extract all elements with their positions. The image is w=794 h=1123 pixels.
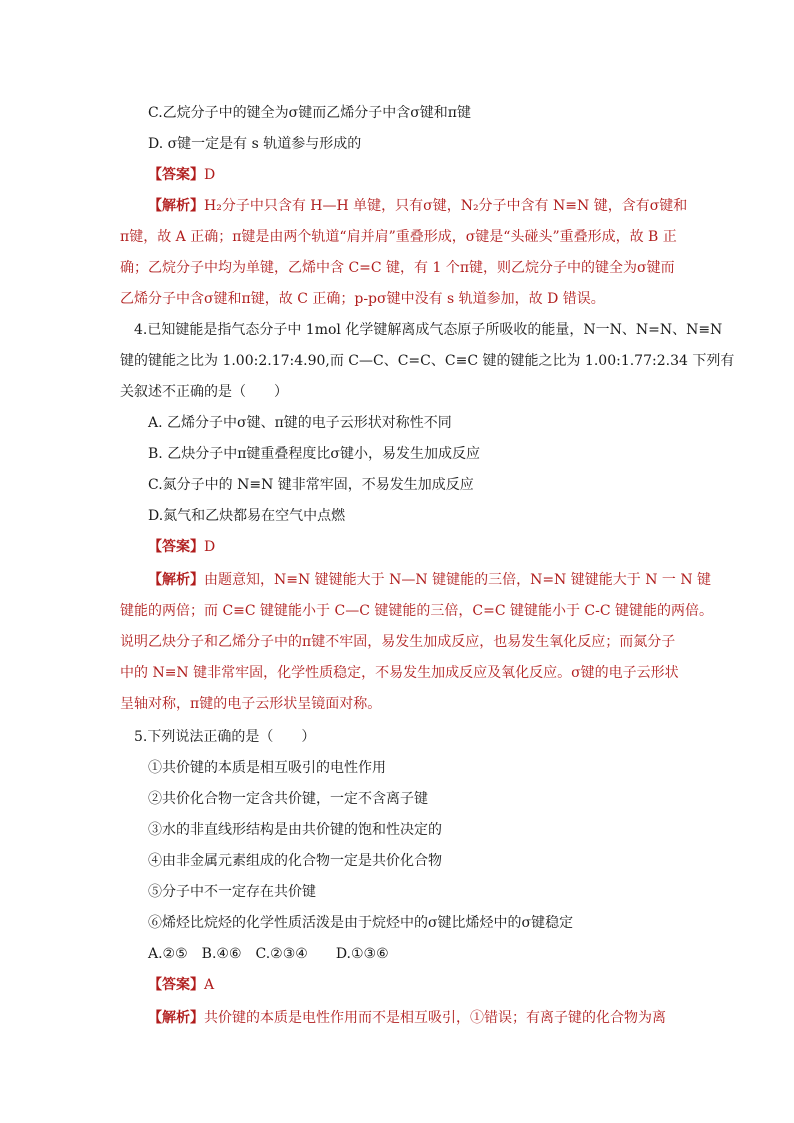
q3-explanation-line-1: [148, 196, 708, 216]
q5-statement-5: ⑤分子中不一定存在共价键: [148, 884, 316, 900]
answer-value: A: [204, 977, 215, 993]
explanation-tag: 【解析】: [148, 198, 204, 214]
answer-tag: 【答案】: [148, 539, 204, 555]
q3-option-d: D. σ键一定是有 s 轨道参与形成的: [148, 136, 362, 152]
q3-explanation-line-3: 确；乙烷分子中均为单键，乙烯中含 C=C 键，有 1 个π键，则乙烷分子中的键全为σ键而: [120, 260, 675, 276]
explanation-tag: 【解析】: [148, 1010, 204, 1026]
explanation-text: 由题意知，N≡N 键键能大于 N—N 键键能的三倍，N=N 键键能大于 N 一 N 键: [204, 572, 712, 588]
q3-explanation-line-2: π键，故 A 正确；π键是由两个轨道“肩并肩”重叠形成，σ键是“头碰头”重叠形成，故 B 正: [120, 229, 677, 245]
q4-option-a: A. 乙烯分子中σ键、π键的电子云形状对称性不同: [148, 415, 452, 431]
q5-statement-1: ①共价键的本质是相互吸引的电性作用: [148, 760, 386, 776]
q4-explanation-line-1: [148, 570, 712, 590]
q5-statement-3: ③水的非直线形结构是由共价键的饱和性决定的: [148, 822, 442, 838]
q4-explanation-line-3: 说明乙炔分子和乙烯分子中的π键不牢固，易发生加成反应，也易发生氧化反应；而氮分子: [120, 634, 676, 650]
q3-answer: [148, 165, 708, 185]
q4-explanation-line-4: 中的 N≡N 键非常牢固，化学性质稳定，不易发生加成反应及氧化反应。σ键的电子云形状: [120, 665, 679, 681]
q5-explanation-line-1: [148, 1008, 708, 1028]
q4-option-b: B. 乙炔分子中π键重叠程度比σ键小，易发生加成反应: [148, 446, 480, 462]
q4-explanation-line-5: 呈轴对称，π键的电子云形状呈镜面对称。: [120, 696, 382, 712]
q4-answer: [148, 537, 708, 557]
q3-explanation-line-4: 乙烯分子中含σ键和π键，故 C 正确；p-pσ键中没有 s 轨道参加，故 D 错误。: [120, 291, 605, 307]
explanation-text: 共价键的本质是电性作用而不是相互吸引，①错误；有离子键的化合物为离: [204, 1010, 666, 1026]
explanation-tag: 【解析】: [148, 572, 204, 588]
q4-option-c: C.氮分子中的 N≡N 键非常牢固，不易发生加成反应: [148, 477, 474, 493]
answer-value: D: [204, 539, 216, 555]
q4-stem-line-1: 4.已知键能是指气态分子中 1mol 化学键解离成气态原子所吸收的能量，N一N、N=N、N≡N: [134, 322, 723, 338]
q5-statement-6: ⑥烯烃比烷烃的化学性质活泼是由于烷烃中的σ键比烯烃中的σ键稳定: [148, 915, 574, 931]
answer-value: D: [204, 167, 216, 183]
q4-stem-line-2: 键的键能之比为 1.00:2.17:4.90,而 C—C、C=C、C≡C 键的键能之比为 1.00:1.77:2.34 下列有: [120, 353, 735, 369]
q5-stem: 5.下列说法正确的是（ ）: [134, 729, 316, 745]
q4-stem-line-3: 关叙述不正确的是（ ）: [120, 384, 288, 400]
q3-option-c: C.乙烷分子中的键全为σ键而乙烯分子中含σ键和π键: [148, 105, 471, 121]
q5-statement-4: ④由非金属元素组成的化合物一定是共价化合物: [148, 853, 442, 869]
q5-choices: A.②⑤ B.④⑥ C.②③④ D.①③⑥: [148, 946, 389, 962]
q5-statement-2: ②共价化合物一定含共价键，一定不含离子键: [148, 791, 428, 807]
answer-tag: 【答案】: [148, 167, 204, 183]
answer-tag: 【答案】: [148, 977, 204, 993]
q4-option-d: D.氮气和乙炔都易在空气中点燃: [148, 508, 346, 524]
q4-explanation-line-2: 键能的两倍；而 C≡C 键键能小于 C—C 键键能的三倍，C=C 键键能小于 C-C 键键能的两倍。: [120, 603, 714, 619]
q5-answer: [148, 975, 708, 995]
explanation-text: H₂分子中只含有 H—H 单键，只有σ键，N₂分子中含有 N≡N 键，含有σ键和: [204, 198, 688, 214]
